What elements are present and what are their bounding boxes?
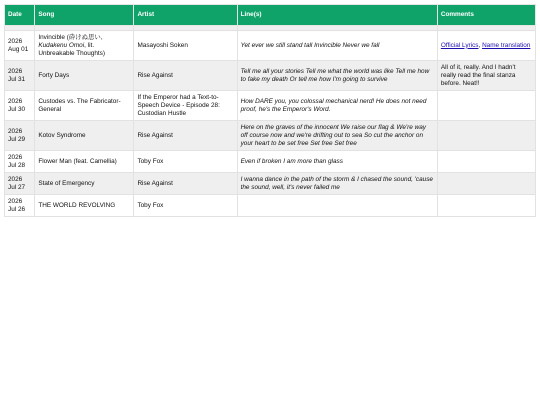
- date-cell: 2026 Jul 27: [5, 173, 35, 195]
- date-header[interactable]: Date: [5, 5, 35, 26]
- song-header[interactable]: Song: [35, 5, 134, 26]
- lines-cell: I wanna dance in the path of the storm & I chased the sound, 'cause the sound, well, it's never failed me: [237, 173, 437, 195]
- songs-table: [4, 4, 536, 217]
- song-cell: Custodes vs. The Fabricator-General: [35, 91, 134, 121]
- lines-cell: [237, 195, 437, 217]
- artist-header[interactable]: Artist: [134, 5, 237, 26]
- artist-cell: Rise Against: [134, 121, 237, 151]
- lines-cell: Tell me all your stories Tell me what the world was like Tell me how to fake my death Or tell me how I'm going to survive: [237, 61, 437, 91]
- official-lyrics-link[interactable]: Official Lyrics: [440, 41, 479, 49]
- name-translation-link[interactable]: Name translation: [482, 41, 531, 49]
- song-cell: THE WORLD REVOLVING: [35, 195, 134, 217]
- date-cell: 2026 Jul 28: [5, 151, 35, 173]
- table-row: [5, 61, 536, 91]
- comments-cell: All of it, really. And I hadn't really read the final stanza before. Neat!!: [437, 61, 535, 91]
- table-row: [5, 195, 536, 217]
- song-cell: [35, 31, 134, 61]
- date-cell: 2026 Jul 29: [5, 121, 35, 151]
- date-cell: 2026 Aug 01: [5, 31, 35, 61]
- lines-cell: Even if broken I am more than glass: [237, 151, 437, 173]
- song-title-suffix: , lit. Unbreakable Thoughts): [38, 41, 105, 57]
- lines-cell: How DARE you, you colossal mechanical nerd! He does not need proof, he's the Emperor's Word.: [237, 91, 437, 121]
- song-title-italic: Kudakenu Omoi: [38, 41, 85, 49]
- song-title: Invincible (砕けぬ思い,: [38, 33, 103, 41]
- table-row: [5, 151, 536, 173]
- artist-cell: Toby Fox: [134, 195, 237, 217]
- song-cell: Flower Man (feat. Camellia): [35, 151, 134, 173]
- comments-cell: [437, 195, 535, 217]
- header-row: [5, 5, 536, 26]
- table-row: [5, 91, 536, 121]
- table-row: [5, 121, 536, 151]
- comments-header[interactable]: Comments: [437, 5, 535, 26]
- comments-cell: [437, 121, 535, 151]
- date-cell: 2026 Jul 30: [5, 91, 35, 121]
- date-cell: 2026 Jul 26: [5, 195, 35, 217]
- comments-cell: [437, 173, 535, 195]
- table-row: [5, 173, 536, 195]
- table-row: [5, 31, 536, 61]
- comments-cell: [437, 31, 535, 61]
- artist-cell: If the Emperor had a Text-to-Speech Device - Episode 28: Custodian Hustle: [134, 91, 237, 121]
- artist-cell: Masayoshi Soken: [134, 31, 237, 61]
- link-separator: ,: [478, 41, 483, 49]
- song-cell: State of Emergency: [35, 173, 134, 195]
- date-cell: 2026 Jul 31: [5, 61, 35, 91]
- comments-cell: [437, 91, 535, 121]
- comments-cell: [437, 151, 535, 173]
- artist-cell: Rise Against: [134, 173, 237, 195]
- artist-cell: Toby Fox: [134, 151, 237, 173]
- lines-cell: Yet ever we still stand tall Invincible Never we fall: [237, 31, 437, 61]
- lines-header[interactable]: Line(s): [237, 5, 437, 26]
- song-cell: Kotov Syndrome: [35, 121, 134, 151]
- song-cell: Forty Days: [35, 61, 134, 91]
- artist-cell: Rise Against: [134, 61, 237, 91]
- lines-cell: Here on the graves of the innocent We raise our flag & We're way off course now and we're drifting out to sea So cut the anchor on your heart to be set free Set free Set free: [237, 121, 437, 151]
